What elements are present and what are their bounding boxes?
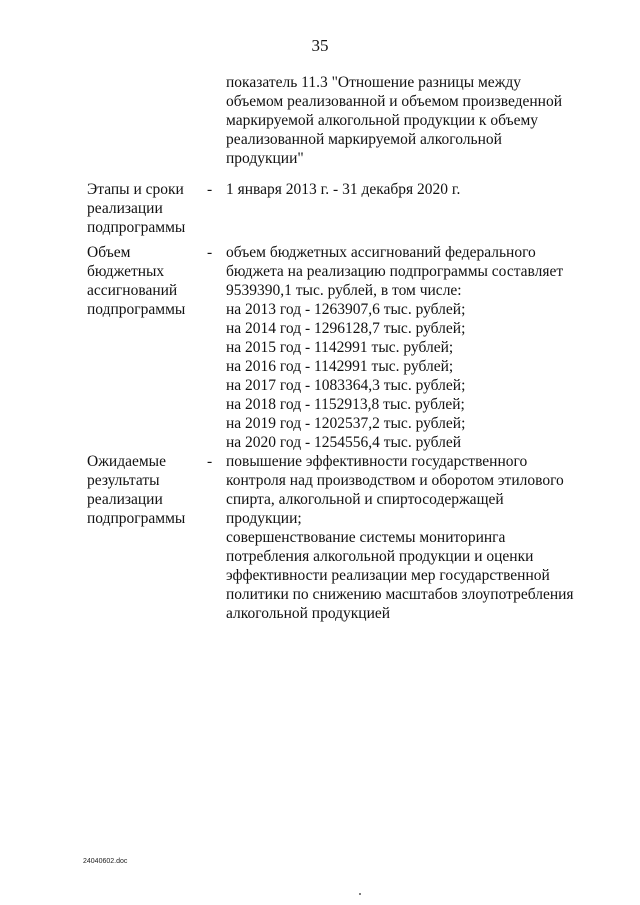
row-body-line: на 2018 год - 1152913,8 тыс. рублей; bbox=[226, 396, 465, 413]
row-body-line: продукции; bbox=[226, 510, 302, 527]
row-dash: - bbox=[207, 244, 213, 261]
row-label-line: бюджетных bbox=[87, 263, 165, 280]
page-number: 35 bbox=[311, 36, 329, 55]
intro-line: маркируемой алкогольной продукции к объему bbox=[226, 112, 539, 129]
scan-mark bbox=[359, 893, 361, 895]
row-body-line: на 2015 год - 1142991 тыс. рублей; bbox=[226, 339, 454, 356]
row-body-line: на 2019 год - 1202537,2 тыс. рублей; bbox=[226, 415, 466, 432]
row-body-line: потребления алкогольной продукции и оценки bbox=[226, 548, 534, 565]
row-dash: - bbox=[207, 181, 213, 198]
row-label-line: Объем bbox=[87, 244, 131, 261]
row-label-line: результаты bbox=[87, 472, 160, 489]
row-body bbox=[226, 243, 586, 452]
row-body-line: на 2013 год - 1263907,6 тыс. рублей; bbox=[226, 301, 466, 318]
row-body-line: алкогольной продукцией bbox=[226, 605, 391, 622]
row-body-line: на 2016 год - 1142991 тыс. рублей; bbox=[226, 358, 454, 375]
row-body-line: на 2014 год - 1296128,7 тыс. рублей; bbox=[226, 320, 466, 337]
row-label bbox=[87, 180, 199, 237]
row-body-line: совершенствование системы мониторинга bbox=[226, 529, 506, 546]
row-label-line: ассигнований bbox=[87, 282, 178, 299]
row-body-line: спирта, алкогольной и спиртосодержащей bbox=[226, 491, 504, 508]
indicator-continuation bbox=[226, 73, 586, 168]
intro-line: показатель 11.3 "Отношение разницы между bbox=[226, 74, 522, 91]
row-body-line: эффективности реализации мер государственной bbox=[226, 567, 550, 584]
row-label bbox=[87, 452, 199, 528]
row-label-line: Ожидаемые bbox=[87, 453, 166, 470]
row-body bbox=[226, 452, 586, 623]
intro-line: объемом реализованной и объемом произведенной bbox=[226, 93, 563, 110]
row-label-line: подпрограммы bbox=[87, 219, 186, 236]
row-body-line: на 2017 год - 1083364,3 тыс. рублей; bbox=[226, 377, 466, 394]
row-body-line: на 2020 год - 1254556,4 тыс. рублей bbox=[226, 434, 462, 451]
row-label-line: подпрограммы bbox=[87, 301, 186, 318]
row-dash: - bbox=[207, 453, 213, 470]
row-body-line: контроля над производством и оборотом этилового bbox=[226, 472, 564, 489]
row-label-line: реализации bbox=[87, 200, 163, 217]
intro-line: продукции" bbox=[226, 150, 304, 167]
row-label-line: подпрограммы bbox=[87, 510, 186, 527]
row-body-line: 9539390,1 тыс. рублей, в том числе: bbox=[226, 282, 462, 299]
document-file-code: 24040602.doc bbox=[83, 858, 128, 865]
row-body-line: повышение эффективности государственного bbox=[226, 453, 528, 470]
row-body bbox=[226, 180, 586, 199]
row-label bbox=[87, 243, 199, 319]
row-body-line: политики по снижению масштабов злоупотребления bbox=[226, 586, 574, 603]
row-body-line: 1 января 2013 г. - 31 декабря 2020 г. bbox=[226, 181, 461, 198]
row-body-line: бюджета на реализацию подпрограммы составляет bbox=[226, 263, 564, 280]
intro-line: реализованной маркируемой алкогольной bbox=[226, 131, 502, 148]
row-label-line: реализации bbox=[87, 491, 163, 508]
row-body-line: объем бюджетных ассигнований федерального bbox=[226, 244, 536, 261]
row-label-line: Этапы и сроки bbox=[87, 181, 184, 198]
